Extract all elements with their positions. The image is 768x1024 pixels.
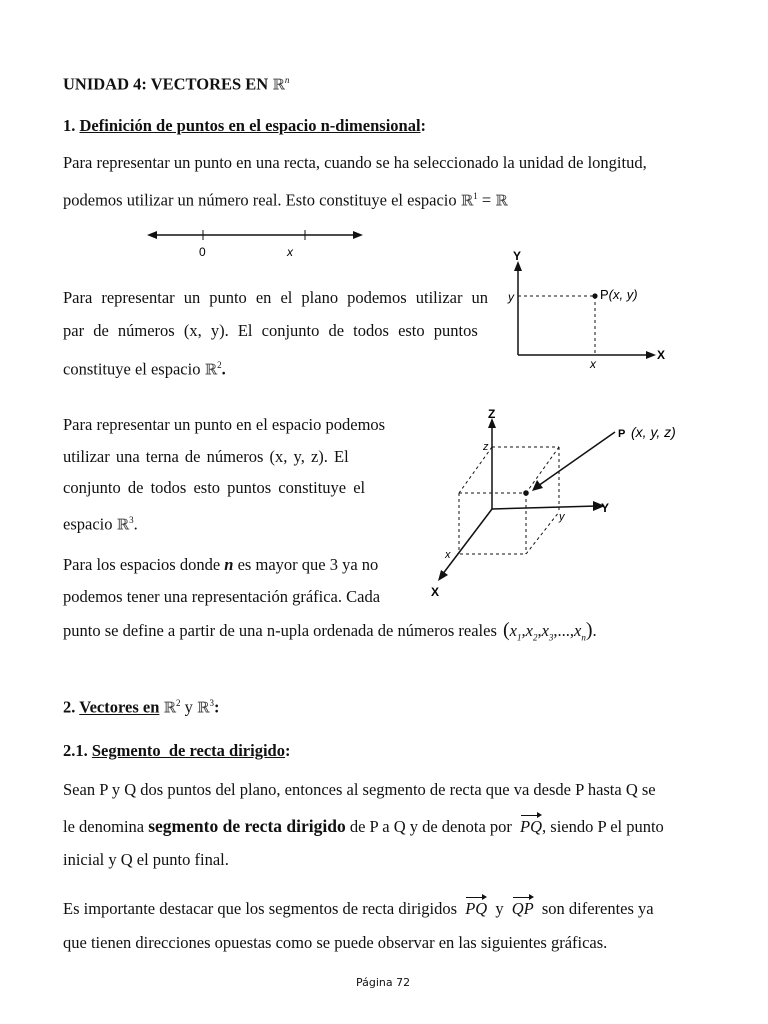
n-tuple-formula: $(x_1,x_2,x_3,...,x_n)$. (503, 619, 597, 643)
z-coordinate-label: z (483, 441, 489, 453)
word: en (255, 288, 272, 307)
word: podemos (347, 288, 407, 307)
word: un (471, 288, 488, 307)
period: . (221, 359, 226, 379)
x-axis (442, 509, 492, 575)
paragraph-text: Es importante destacar que los segmentos de recta dirigidos (63, 899, 458, 918)
x-coordinate-label: x (590, 357, 596, 371)
paragraph-line: Para representar un punto en el espacio podemos (63, 415, 386, 434)
page-number: Página 72 (356, 976, 411, 989)
paragraph-line: Sean P y Q dos puntos del plano, entonces al segmento de recta que va desde P hasta Q se (63, 780, 656, 799)
paragraph-text: son diferentes ya (541, 899, 654, 918)
paragraph-line: conjunto de todos esto puntos constituye el (63, 478, 366, 497)
section-title-text: Definición de puntos en el espacio n-dimensional (79, 116, 421, 135)
space-figure (425, 402, 715, 602)
real-set-symbol: ℝ (163, 698, 176, 717)
exponent: n (284, 75, 290, 85)
pointer-arrow (538, 432, 615, 486)
word: representar (101, 288, 175, 307)
point-marker (592, 293, 597, 298)
exponent: 3 (209, 698, 214, 708)
paragraph-line (63, 620, 597, 647)
word: utilizar (415, 288, 463, 307)
label-zero: 0 (199, 245, 206, 259)
section-2-1-title (63, 741, 290, 761)
paragraph-text: Para los espacios donde (63, 555, 221, 574)
x-axis-arrow-icon (646, 351, 656, 359)
axis-Z-label: Z (488, 407, 496, 421)
paragraph-text: podemos utilizar un número real. Esto constituye el espacio (63, 190, 457, 210)
word: plano (301, 288, 339, 307)
dashed-box (459, 447, 559, 554)
point-label: P(x, y) (600, 287, 638, 302)
unit-heading (63, 70, 289, 95)
unit-heading-text: UNIDAD 4: VECTORES EN (63, 74, 269, 94)
word: un (183, 288, 201, 307)
paragraph-line: podemos tener una representación gráfica. Cada (63, 587, 381, 606)
paragraph-line: utilizar una terna de números (x, y, z). El (63, 447, 349, 466)
paragraph-text: es mayor que 3 ya no (237, 555, 379, 574)
section-1-title (63, 116, 426, 136)
real-set-symbol: ℝ (495, 191, 508, 210)
real-set-symbol: ℝ (116, 515, 130, 534)
real-set-symbol: ℝ (204, 360, 218, 379)
paragraph-line (63, 816, 664, 837)
paragraph-line (63, 355, 226, 380)
paragraph-line (63, 288, 488, 308)
point-marker (523, 490, 529, 496)
colon: : (284, 741, 291, 760)
exponent: 1 (473, 191, 478, 201)
vector-PQ: PQ (520, 817, 543, 836)
exponent: 3 (129, 515, 134, 525)
real-set-symbol: ℝ (197, 698, 210, 717)
colon: : (420, 116, 427, 135)
x-coordinate-label: x (445, 549, 451, 561)
paragraph-line (63, 899, 654, 919)
equals: = (477, 190, 496, 210)
section-2-title (63, 693, 219, 718)
arrow-left-icon (147, 231, 157, 239)
y-coordinate-label: y (508, 290, 514, 304)
number-line-figure (145, 222, 370, 262)
word: Para (63, 288, 93, 307)
exponent: 2 (217, 360, 222, 370)
paragraph-line: inicial y Q el punto final. (63, 850, 229, 869)
colon: : (213, 697, 220, 717)
paragraph-line: par de números (x, y). El conjunto de todos esto puntos (63, 321, 478, 340)
variable-n: n (224, 555, 234, 574)
paragraph-line: Para representar un punto en una recta, cuando se ha seleccionado la unidad de longitud, (63, 153, 647, 172)
axis-Y-label: Y (513, 249, 522, 263)
x-axis-arrow-icon (438, 570, 448, 581)
vector-QP: QP (511, 899, 534, 918)
paragraph-line (63, 510, 138, 535)
point-label: P (618, 428, 626, 440)
real-set-symbol: ℝ (460, 191, 474, 210)
word: punto (209, 288, 247, 307)
arrow-right-icon (353, 231, 363, 239)
y-axis (492, 506, 597, 509)
section-number: 2.1. (63, 741, 88, 760)
paragraph-line (63, 186, 508, 211)
paragraph-text: constituye el espacio (63, 359, 201, 379)
axis-Y-label: Y (601, 501, 610, 515)
paragraph-line (63, 555, 378, 575)
conjunction: y (184, 697, 193, 717)
conjunction: y (495, 899, 504, 918)
section-title-text: Vectores en (79, 697, 160, 717)
exponent: 2 (176, 698, 181, 708)
period: . (133, 514, 138, 534)
word: el (280, 288, 293, 307)
real-set-symbol: ℝ (272, 75, 285, 94)
paragraph-text: espacio (63, 514, 113, 534)
paragraph-text: punto se define a partir de una n-upla ordenada de números reales (63, 621, 497, 640)
paragraph-text: de P a Q y de denota por (349, 817, 512, 836)
label-x: x (287, 245, 293, 259)
paragraph-text: , siendo P el punto (542, 817, 664, 836)
paragraph-text: le denomina (63, 817, 145, 836)
term-bold: segmento de recta dirigido (148, 816, 346, 836)
axis-X-label: X (431, 585, 440, 599)
axis-X-label: X (657, 348, 666, 362)
y-coordinate-label: y (559, 511, 565, 523)
section-number: 1. (63, 116, 76, 135)
section-number: 2. (63, 697, 76, 717)
vector-PQ: PQ (465, 899, 488, 918)
section-title-text: Segmento de recta dirigido (91, 741, 285, 760)
point-coordinates: (x, y, z) (631, 424, 676, 440)
paragraph-line: que tienen direcciones opuestas como se puede observar en las siguientes gráficas. (63, 933, 608, 952)
plane-figure (500, 245, 670, 373)
